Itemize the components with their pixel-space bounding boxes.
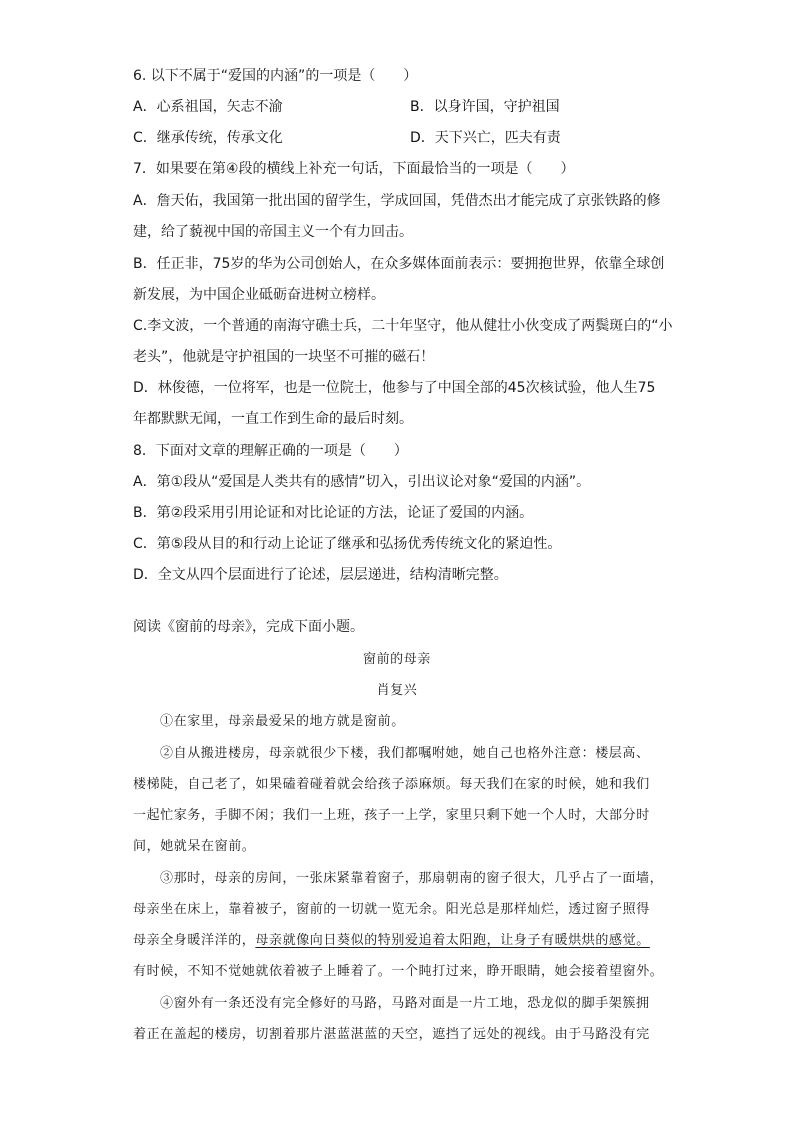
passage-title: 窗前的母亲 xyxy=(362,652,431,667)
passage-paragraph-3-line: ③那时，母亲的房间，一张床紧靠着窗子，那扇朝南的窗子很大，几乎占了一面墙， xyxy=(160,871,664,886)
question-8-option-b: B．第②段采用引用论证和对比论证的方法，论证了爱国的内涵。 xyxy=(133,505,534,521)
passage-paragraph-2-line: 间，她就呆在窗前。 xyxy=(133,839,256,854)
question-8-option-d: D．全文从四个层面进行了论述，层层递进，结构清晰完整。 xyxy=(133,567,508,583)
passage-paragraph-4-line: ④窗外有一条还没有完全修好的马路，马路对面是一片工地，恐龙似的脚手架簇拥 xyxy=(160,996,650,1011)
question-7-option-line: C.李文波，一个普通的南海守礁士兵，二十年坚守，他从健壮小伙变成了两鬓斑白的“小 xyxy=(133,318,673,334)
question-6-option-a: A．心系祖国，矢志不渝 xyxy=(133,99,283,115)
passage-paragraph-2-line: 一起忙家务，手脚不闲；我们一上班，孩子一上学，家里只剩下她一个人时，大部分时 xyxy=(133,808,650,823)
question-7-option-line: 新发展，为中国企业砥砺奋进树立榜样。 xyxy=(133,287,385,303)
question-7-option-line: B．任正非，75岁的华为公司创始人，在众多媒体面前表示：要拥抱世界，依靠全球创 xyxy=(133,256,665,272)
passage-paragraph-1: ①在家里，母亲最爱呆的地方就是窗前。 xyxy=(160,714,405,729)
question-7-option-line: A．詹天佑，我国第一批出国的留学生，学成回国，凭借杰出才能完成了京张铁路的修 xyxy=(133,193,661,209)
question-6-option-b: B．以身许国，守护祖国 xyxy=(410,99,560,115)
passage-paragraph-2-line: ②自从搬进楼房，母亲就很少下楼，我们都嘱咐她，她自己也格外注意：楼层高、 xyxy=(160,746,650,761)
question-6-option-c: C．继承传统，传承文化 xyxy=(133,130,283,146)
question-7-stem: 7．如果要在第④段的横线上补充一句话，下面最恰当的一项是（ ） xyxy=(133,161,575,177)
passage-text: 母亲全身暖洋洋的， xyxy=(133,933,256,948)
question-7-option-line: 年都默默无闻，一直工作到生命的最后时刻。 xyxy=(133,411,413,427)
passage-author: 肖复兴 xyxy=(376,683,418,698)
reading-intro: 阅读《窗前的母亲》，完成下面小题。 xyxy=(133,619,364,635)
question-7-option-line: D．林俊德，一位将军，也是一位院士，他参与了中国全部的45次核试验，他人生75 xyxy=(133,380,656,396)
passage-paragraph-3-line: 有时候，不知不觉她就依着被子上睡着了。一个盹打过来，睁开眼睛，她会接着望窗外。 xyxy=(133,964,664,979)
question-8-option-a: A．第①段从“爱国是人类共有的感情”切入，引出议论对象“爱国的内涵”。 xyxy=(133,474,591,490)
question-7-option-line: 老头”，他就是守护祖国的一块坚不可摧的磁石！ xyxy=(133,349,435,365)
passage-paragraph-4-line: 着正在盖起的楼房，切割着那片湛蓝湛蓝的天空，遮挡了远处的视线。由于马路没有完 xyxy=(133,1027,650,1042)
question-7-option-line: 建，给了藐视中国的帝国主义一个有力回击。 xyxy=(133,224,413,240)
passage-paragraph-3-line xyxy=(133,931,650,951)
question-8-stem: 8．下面对文章的理解正确的一项是（ ） xyxy=(133,443,408,459)
question-6-stem: 6. 以下不属于“爱国的内涵”的一项是（ ） xyxy=(133,68,418,84)
passage-paragraph-3-line: 母亲坐在床上，靠着被子，窗前的一切就一览无余。阳光总是那样灿烂，透过窗子照得 xyxy=(133,902,650,917)
question-6-option-d: D．天下兴亡，匹夫有责 xyxy=(410,130,561,146)
passage-paragraph-2-line: 楼梯陡，自己老了，如果磕着碰着就会给孩子添麻烦。每天我们在家的时候，她和我们 xyxy=(133,777,650,792)
question-8-option-c: C．第⑤段从目的和行动上论证了继承和弘扬优秀传统文化的紧迫性。 xyxy=(133,536,562,552)
underlined-sentence: 母亲就像向日葵似的特别爱追着太阳跑，让身子有暖烘烘的感觉。 xyxy=(255,933,650,948)
